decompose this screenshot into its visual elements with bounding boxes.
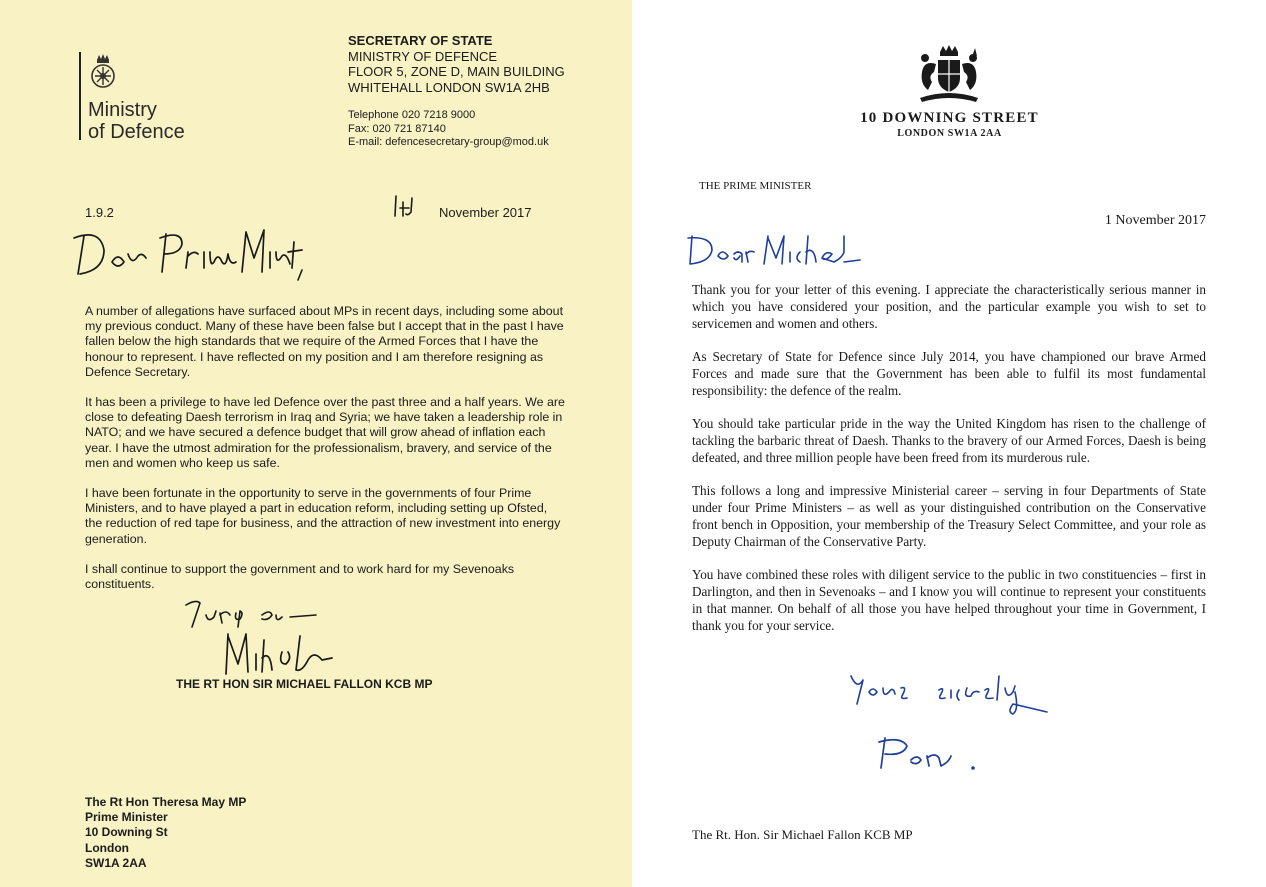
handwritten-date-day [390, 190, 430, 220]
recipient-line: Prime Minister [85, 810, 168, 825]
mod-letter [0, 0, 632, 887]
mod-crest-icon [88, 52, 118, 92]
address-line: WHITEHALL LONDON SW1A 2HB [348, 79, 550, 95]
body-paragraph: A number of allegations have surfaced about MPs in recent days, including some about my previous conduct. Many of these have been false but I accept that in the past I have fallen below the high standards that we require of the Armed Forces that I have the honour to represent. I have reflected on my position and I am therefore resigning as Defence Secretary. [85, 304, 564, 379]
handwritten-signature [222, 630, 342, 678]
mod-name-line2: of Defence [88, 121, 185, 143]
body-paragraph: You should take particular pride in the way the United Kingdom has risen to the challenge of tackling the barbaric threat of Daesh. Thanks to the bravery of our Armed Forces, Daesh is being defeated, and three million people have been freed from its murderous rule. [692, 416, 1206, 465]
reference-number: 1.9.2 [85, 205, 114, 220]
signer-name: THE RT HON SIR MICHAEL FALLON KCB MP [176, 677, 433, 691]
from-label: THE PRIME MINISTER [699, 180, 812, 192]
letter-date: 1 November 2017 [1104, 213, 1206, 228]
recipient-name: The Rt. Hon. Sir Michael Fallon KCB MP [692, 827, 913, 842]
royal-coat-of-arms-icon [914, 42, 984, 104]
address-line: FLOOR 5, ZONE D, MAIN BUILDING [348, 64, 565, 79]
mod-logo-text [88, 99, 185, 143]
letter-date: November 2017 [439, 205, 532, 220]
downing-street-letter [632, 0, 1266, 887]
address-line: MINISTRY OF DEFENCE [348, 48, 498, 64]
recipient-line: The Rt Hon Theresa May MP [85, 795, 247, 809]
letter-body [85, 304, 565, 607]
handwritten-signoff [182, 597, 322, 631]
telephone: Telephone 020 7218 9000 [348, 109, 476, 121]
recipient-line: 10 Downing St [85, 825, 168, 840]
mod-contact-block [348, 109, 549, 150]
letterhead-subtitle: LONDON SW1A 2AA [897, 128, 1002, 139]
body-paragraph: I have been fortunate in the opportunity to serve in the governments of four Prime Ministers, and to have played a part in education reform, including setting up Ofsted, the reduction of red tape for business, and the attraction of new investment into energy generation. [85, 486, 561, 546]
mod-address-block [348, 33, 565, 95]
email: E-mail: defencesecretary-group@mod.uk [348, 136, 549, 148]
mod-name-line1: Ministry [88, 99, 157, 121]
body-paragraph: This follows a long and impressive Ministerial career – serving in four Departments of State under four Prime Ministers – as well as your distinguished contribution on the Conservative front bench in Opposition, your membership of the Treasury Select Committee, and your role as Deputy Chairman of the Conservative Party. [692, 483, 1206, 549]
handwritten-salutation [70, 222, 310, 284]
body-paragraph: I shall continue to support the government and to work hard for my Sevenoaks constituents. [85, 561, 515, 592]
handwritten-signature [877, 732, 1037, 772]
body-paragraph: You have combined these roles with diligent service to the public in two constituencies – first in Darlington, and then in Sevenoaks – and I know you will continue to represent your constituents in that manner. On behalf of all those you have helped throughout your time in Government, I thank you for your service. [692, 567, 1206, 633]
recipient-line: London [85, 840, 129, 855]
body-paragraph: It has been a privilege to have led Defence over the past three and a half years. We are close to defeating Daesh terrorism in Iraq and Syria; we have taken a leadership role in NATO; and we have secured a defence budget that will grow ahead of inflation each year. I have the utmost admiration for the professionalism, bravery, and service of the men and women who keep us safe. [85, 395, 565, 470]
fax: Fax: 020 721 87140 [348, 122, 446, 135]
handwritten-salutation [684, 228, 874, 272]
letter-body [692, 281, 1206, 650]
handwritten-signoff [847, 670, 1057, 720]
recipient-address [85, 795, 246, 871]
secretary-title: SECRETARY OF STATE [348, 33, 493, 48]
letterhead-title: 10 DOWNING STREET [860, 110, 1039, 126]
body-paragraph: Thank you for your letter of this evening. I appreciate the characteristically serious manner in which you have considered your position, and the particular example you wish to set to servicemen and women and others. [692, 282, 1206, 331]
recipient-line: SW1A 2AA [85, 855, 147, 870]
body-paragraph: As Secretary of State for Defence since July 2014, you have championed our brave Armed Forces and made sure that the Government has been able to fulfil its most fundamental responsibility: the defence of the realm. [692, 349, 1206, 398]
logo-divider [79, 52, 81, 140]
